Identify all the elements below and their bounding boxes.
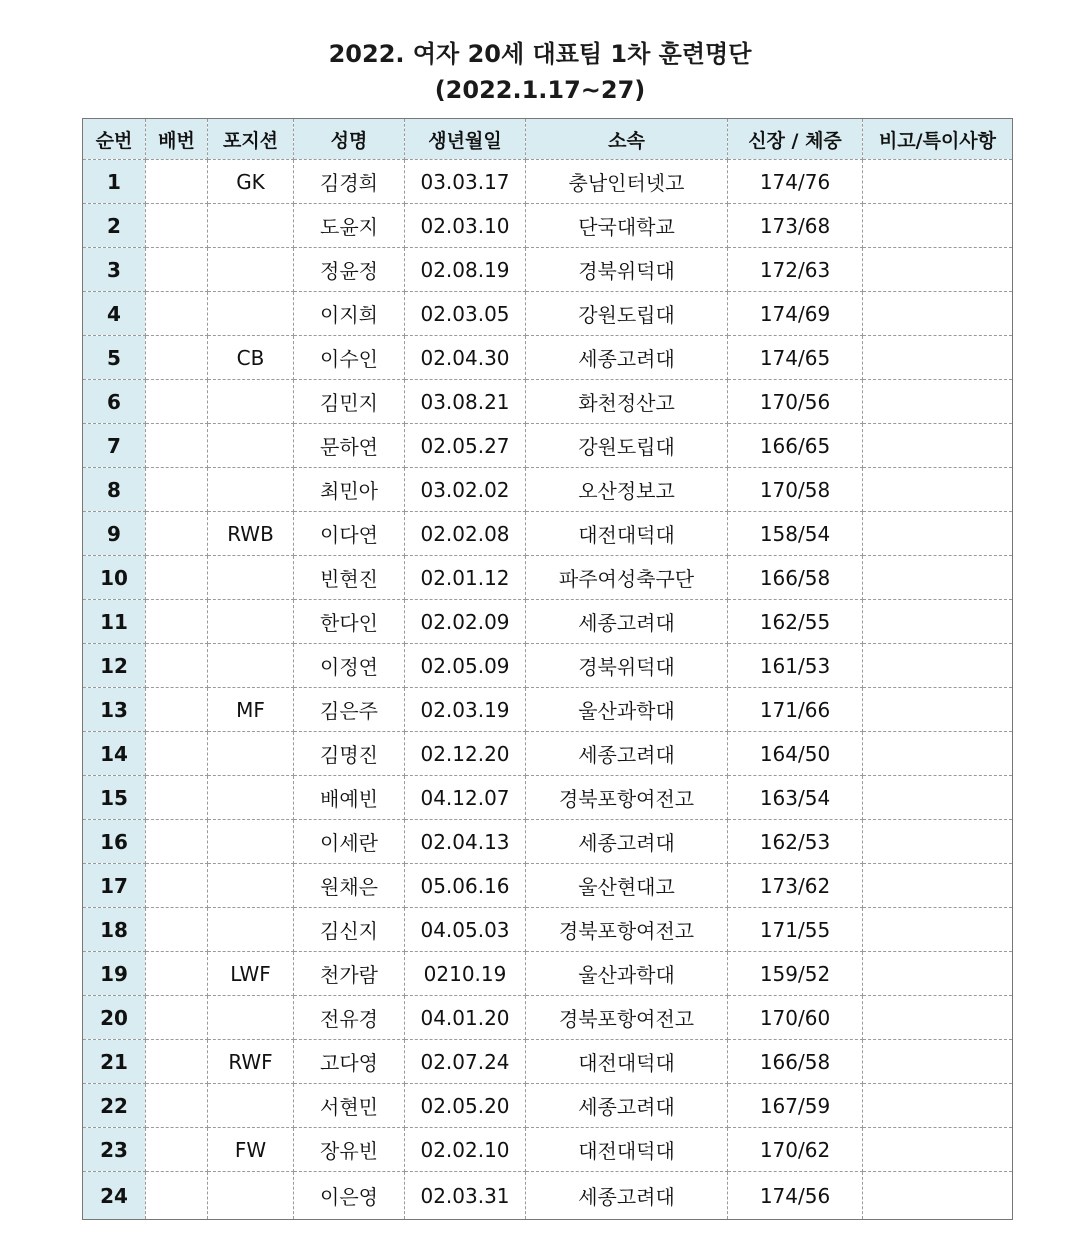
table-row bbox=[83, 512, 1013, 556]
bib-number bbox=[146, 776, 208, 820]
position bbox=[208, 424, 294, 468]
birthdate: 03.03.17 bbox=[405, 160, 526, 204]
position bbox=[208, 248, 294, 292]
birthdate: 02.02.10 bbox=[405, 1128, 526, 1172]
row-number: 12 bbox=[83, 644, 146, 688]
team: 세종고려대 bbox=[526, 600, 728, 644]
table-row bbox=[83, 248, 1013, 292]
bib-number bbox=[146, 1128, 208, 1172]
table-row bbox=[83, 1084, 1013, 1128]
position bbox=[208, 1172, 294, 1220]
height-weight: 170/58 bbox=[728, 468, 863, 512]
table-row bbox=[83, 864, 1013, 908]
table-row bbox=[83, 556, 1013, 600]
team: 강원도립대 bbox=[526, 424, 728, 468]
height-weight: 162/53 bbox=[728, 820, 863, 864]
player-name: 도윤지 bbox=[294, 204, 405, 248]
team: 경북포항여전고 bbox=[526, 776, 728, 820]
position: GK bbox=[208, 160, 294, 204]
bib-number bbox=[146, 424, 208, 468]
position bbox=[208, 864, 294, 908]
player-name: 김경희 bbox=[294, 160, 405, 204]
table-row bbox=[83, 336, 1013, 380]
birthdate: 05.06.16 bbox=[405, 864, 526, 908]
birthdate: 0210.19 bbox=[405, 952, 526, 996]
table-row bbox=[83, 468, 1013, 512]
player-name: 이수인 bbox=[294, 336, 405, 380]
birthdate: 02.05.27 bbox=[405, 424, 526, 468]
birthdate: 02.03.05 bbox=[405, 292, 526, 336]
bib-number bbox=[146, 864, 208, 908]
bib-number bbox=[146, 820, 208, 864]
team: 파주여성축구단 bbox=[526, 556, 728, 600]
birthdate: 03.08.21 bbox=[405, 380, 526, 424]
team: 충남인터넷고 bbox=[526, 160, 728, 204]
height-weight: 159/52 bbox=[728, 952, 863, 996]
height-weight: 171/55 bbox=[728, 908, 863, 952]
page-title: 2022. 여자 20세 대표팀 1차 훈련명단 bbox=[328, 40, 752, 68]
notes bbox=[863, 424, 1013, 468]
row-number: 15 bbox=[83, 776, 146, 820]
position: RWF bbox=[208, 1040, 294, 1084]
height-weight: 170/60 bbox=[728, 996, 863, 1040]
birthdate: 02.02.08 bbox=[405, 512, 526, 556]
position bbox=[208, 644, 294, 688]
position bbox=[208, 820, 294, 864]
table-row bbox=[83, 1040, 1013, 1084]
birthdate: 03.02.02 bbox=[405, 468, 526, 512]
notes bbox=[863, 336, 1013, 380]
height-weight: 172/63 bbox=[728, 248, 863, 292]
birthdate: 02.04.13 bbox=[405, 820, 526, 864]
table-row bbox=[83, 600, 1013, 644]
bib-number bbox=[146, 468, 208, 512]
position: CB bbox=[208, 336, 294, 380]
team: 대전대덕대 bbox=[526, 1128, 728, 1172]
birthdate: 02.04.30 bbox=[405, 336, 526, 380]
row-number: 16 bbox=[83, 820, 146, 864]
team: 경북위덕대 bbox=[526, 248, 728, 292]
row-number: 14 bbox=[83, 732, 146, 776]
roster-table bbox=[82, 118, 1013, 1220]
header-name: 성명 bbox=[294, 119, 405, 160]
position bbox=[208, 292, 294, 336]
height-weight: 162/55 bbox=[728, 600, 863, 644]
team: 대전대덕대 bbox=[526, 512, 728, 556]
birthdate: 02.02.09 bbox=[405, 600, 526, 644]
birthdate: 02.03.31 bbox=[405, 1172, 526, 1220]
height-weight: 174/69 bbox=[728, 292, 863, 336]
birthdate: 02.03.10 bbox=[405, 204, 526, 248]
player-name: 이은영 bbox=[294, 1172, 405, 1220]
team: 대전대덕대 bbox=[526, 1040, 728, 1084]
height-weight: 173/68 bbox=[728, 204, 863, 248]
notes bbox=[863, 292, 1013, 336]
header-height-weight: 신장 / 체중 bbox=[728, 119, 863, 160]
player-name: 김민지 bbox=[294, 380, 405, 424]
player-name: 빈현진 bbox=[294, 556, 405, 600]
player-name: 이정연 bbox=[294, 644, 405, 688]
row-number: 6 bbox=[83, 380, 146, 424]
row-number: 17 bbox=[83, 864, 146, 908]
training-period: (2022.1.17~27) bbox=[434, 76, 646, 104]
row-number: 11 bbox=[83, 600, 146, 644]
team: 세종고려대 bbox=[526, 820, 728, 864]
position bbox=[208, 732, 294, 776]
birthdate: 04.12.07 bbox=[405, 776, 526, 820]
table-row bbox=[83, 952, 1013, 996]
birthdate: 02.07.24 bbox=[405, 1040, 526, 1084]
bib-number bbox=[146, 380, 208, 424]
bib-number bbox=[146, 1040, 208, 1084]
table-row bbox=[83, 996, 1013, 1040]
birthdate: 02.01.12 bbox=[405, 556, 526, 600]
player-name: 정윤정 bbox=[294, 248, 405, 292]
team: 울산과학대 bbox=[526, 952, 728, 996]
birthdate: 02.08.19 bbox=[405, 248, 526, 292]
notes bbox=[863, 468, 1013, 512]
bib-number bbox=[146, 204, 208, 248]
notes bbox=[863, 248, 1013, 292]
player-name: 장유빈 bbox=[294, 1128, 405, 1172]
bib-number bbox=[146, 292, 208, 336]
row-number: 1 bbox=[83, 160, 146, 204]
notes bbox=[863, 160, 1013, 204]
team: 세종고려대 bbox=[526, 1084, 728, 1128]
height-weight: 170/62 bbox=[728, 1128, 863, 1172]
height-weight: 174/65 bbox=[728, 336, 863, 380]
bib-number bbox=[146, 952, 208, 996]
notes bbox=[863, 952, 1013, 996]
row-number: 5 bbox=[83, 336, 146, 380]
bib-number bbox=[146, 732, 208, 776]
player-name: 김명진 bbox=[294, 732, 405, 776]
row-number: 22 bbox=[83, 1084, 146, 1128]
player-name: 문하연 bbox=[294, 424, 405, 468]
notes bbox=[863, 688, 1013, 732]
row-number: 21 bbox=[83, 1040, 146, 1084]
notes bbox=[863, 732, 1013, 776]
birthdate: 04.05.03 bbox=[405, 908, 526, 952]
player-name: 배예빈 bbox=[294, 776, 405, 820]
table-row bbox=[83, 644, 1013, 688]
player-name: 천가람 bbox=[294, 952, 405, 996]
player-name: 한다인 bbox=[294, 600, 405, 644]
team: 오산정보고 bbox=[526, 468, 728, 512]
notes bbox=[863, 556, 1013, 600]
bib-number bbox=[146, 1084, 208, 1128]
notes bbox=[863, 600, 1013, 644]
row-number: 9 bbox=[83, 512, 146, 556]
height-weight: 170/56 bbox=[728, 380, 863, 424]
player-name: 이다연 bbox=[294, 512, 405, 556]
team: 경북포항여전고 bbox=[526, 908, 728, 952]
bib-number bbox=[146, 908, 208, 952]
team: 경북위덕대 bbox=[526, 644, 728, 688]
height-weight: 166/58 bbox=[728, 556, 863, 600]
position bbox=[208, 600, 294, 644]
notes bbox=[863, 512, 1013, 556]
header-row bbox=[83, 119, 1013, 160]
row-number: 13 bbox=[83, 688, 146, 732]
notes bbox=[863, 644, 1013, 688]
team: 세종고려대 bbox=[526, 1172, 728, 1220]
player-name: 김은주 bbox=[294, 688, 405, 732]
header-no: 순번 bbox=[83, 119, 146, 160]
header-bib: 배번 bbox=[146, 119, 208, 160]
height-weight: 161/53 bbox=[728, 644, 863, 688]
height-weight: 173/62 bbox=[728, 864, 863, 908]
roster-body bbox=[83, 160, 1013, 1220]
team: 울산현대고 bbox=[526, 864, 728, 908]
table-row bbox=[83, 732, 1013, 776]
notes bbox=[863, 908, 1013, 952]
position bbox=[208, 908, 294, 952]
table-row bbox=[83, 204, 1013, 248]
position: MF bbox=[208, 688, 294, 732]
notes bbox=[863, 380, 1013, 424]
bib-number bbox=[146, 556, 208, 600]
notes bbox=[863, 996, 1013, 1040]
position: LWF bbox=[208, 952, 294, 996]
player-name: 이지희 bbox=[294, 292, 405, 336]
height-weight: 163/54 bbox=[728, 776, 863, 820]
row-number: 3 bbox=[83, 248, 146, 292]
notes bbox=[863, 864, 1013, 908]
player-name: 원채은 bbox=[294, 864, 405, 908]
row-number: 18 bbox=[83, 908, 146, 952]
table-row bbox=[83, 908, 1013, 952]
table-row bbox=[83, 776, 1013, 820]
team: 경북포항여전고 bbox=[526, 996, 728, 1040]
header-notes: 비고/특이사항 bbox=[863, 119, 1013, 160]
player-name: 전유경 bbox=[294, 996, 405, 1040]
row-number: 23 bbox=[83, 1128, 146, 1172]
bib-number bbox=[146, 600, 208, 644]
position bbox=[208, 468, 294, 512]
player-name: 김신지 bbox=[294, 908, 405, 952]
header-team: 소속 bbox=[526, 119, 728, 160]
player-name: 최민아 bbox=[294, 468, 405, 512]
notes bbox=[863, 1172, 1013, 1220]
row-number: 10 bbox=[83, 556, 146, 600]
notes bbox=[863, 820, 1013, 864]
player-name: 이세란 bbox=[294, 820, 405, 864]
team: 강원도립대 bbox=[526, 292, 728, 336]
row-number: 4 bbox=[83, 292, 146, 336]
bib-number bbox=[146, 160, 208, 204]
birthdate: 02.05.09 bbox=[405, 644, 526, 688]
row-number: 2 bbox=[83, 204, 146, 248]
birthdate: 02.03.19 bbox=[405, 688, 526, 732]
bib-number bbox=[146, 336, 208, 380]
table-row bbox=[83, 160, 1013, 204]
row-number: 20 bbox=[83, 996, 146, 1040]
height-weight: 166/58 bbox=[728, 1040, 863, 1084]
team: 울산과학대 bbox=[526, 688, 728, 732]
height-weight: 171/66 bbox=[728, 688, 863, 732]
birthdate: 04.01.20 bbox=[405, 996, 526, 1040]
position bbox=[208, 1084, 294, 1128]
team: 세종고려대 bbox=[526, 732, 728, 776]
bib-number bbox=[146, 688, 208, 732]
position: FW bbox=[208, 1128, 294, 1172]
position bbox=[208, 556, 294, 600]
table-row bbox=[83, 424, 1013, 468]
bib-number bbox=[146, 1172, 208, 1220]
table-row bbox=[83, 380, 1013, 424]
height-weight: 166/65 bbox=[728, 424, 863, 468]
height-weight: 164/50 bbox=[728, 732, 863, 776]
height-weight: 167/59 bbox=[728, 1084, 863, 1128]
notes bbox=[863, 1040, 1013, 1084]
team: 화천정산고 bbox=[526, 380, 728, 424]
row-number: 24 bbox=[83, 1172, 146, 1220]
position bbox=[208, 380, 294, 424]
bib-number bbox=[146, 248, 208, 292]
position: RWB bbox=[208, 512, 294, 556]
notes bbox=[863, 204, 1013, 248]
table-row bbox=[83, 820, 1013, 864]
player-name: 서현민 bbox=[294, 1084, 405, 1128]
table-row bbox=[83, 688, 1013, 732]
table-row bbox=[83, 1172, 1013, 1220]
notes bbox=[863, 1128, 1013, 1172]
notes bbox=[863, 1084, 1013, 1128]
birthdate: 02.05.20 bbox=[405, 1084, 526, 1128]
height-weight: 174/56 bbox=[728, 1172, 863, 1220]
table-row bbox=[83, 292, 1013, 336]
position bbox=[208, 996, 294, 1040]
row-number: 8 bbox=[83, 468, 146, 512]
bib-number bbox=[146, 644, 208, 688]
height-weight: 174/76 bbox=[728, 160, 863, 204]
header-birthdate: 생년월일 bbox=[405, 119, 526, 160]
birthdate: 02.12.20 bbox=[405, 732, 526, 776]
position bbox=[208, 204, 294, 248]
bib-number bbox=[146, 512, 208, 556]
table-row bbox=[83, 1128, 1013, 1172]
height-weight: 158/54 bbox=[728, 512, 863, 556]
team: 세종고려대 bbox=[526, 336, 728, 380]
header-position: 포지션 bbox=[208, 119, 294, 160]
bib-number bbox=[146, 996, 208, 1040]
row-number: 19 bbox=[83, 952, 146, 996]
position bbox=[208, 776, 294, 820]
team: 단국대학교 bbox=[526, 204, 728, 248]
player-name: 고다영 bbox=[294, 1040, 405, 1084]
row-number: 7 bbox=[83, 424, 146, 468]
notes bbox=[863, 776, 1013, 820]
